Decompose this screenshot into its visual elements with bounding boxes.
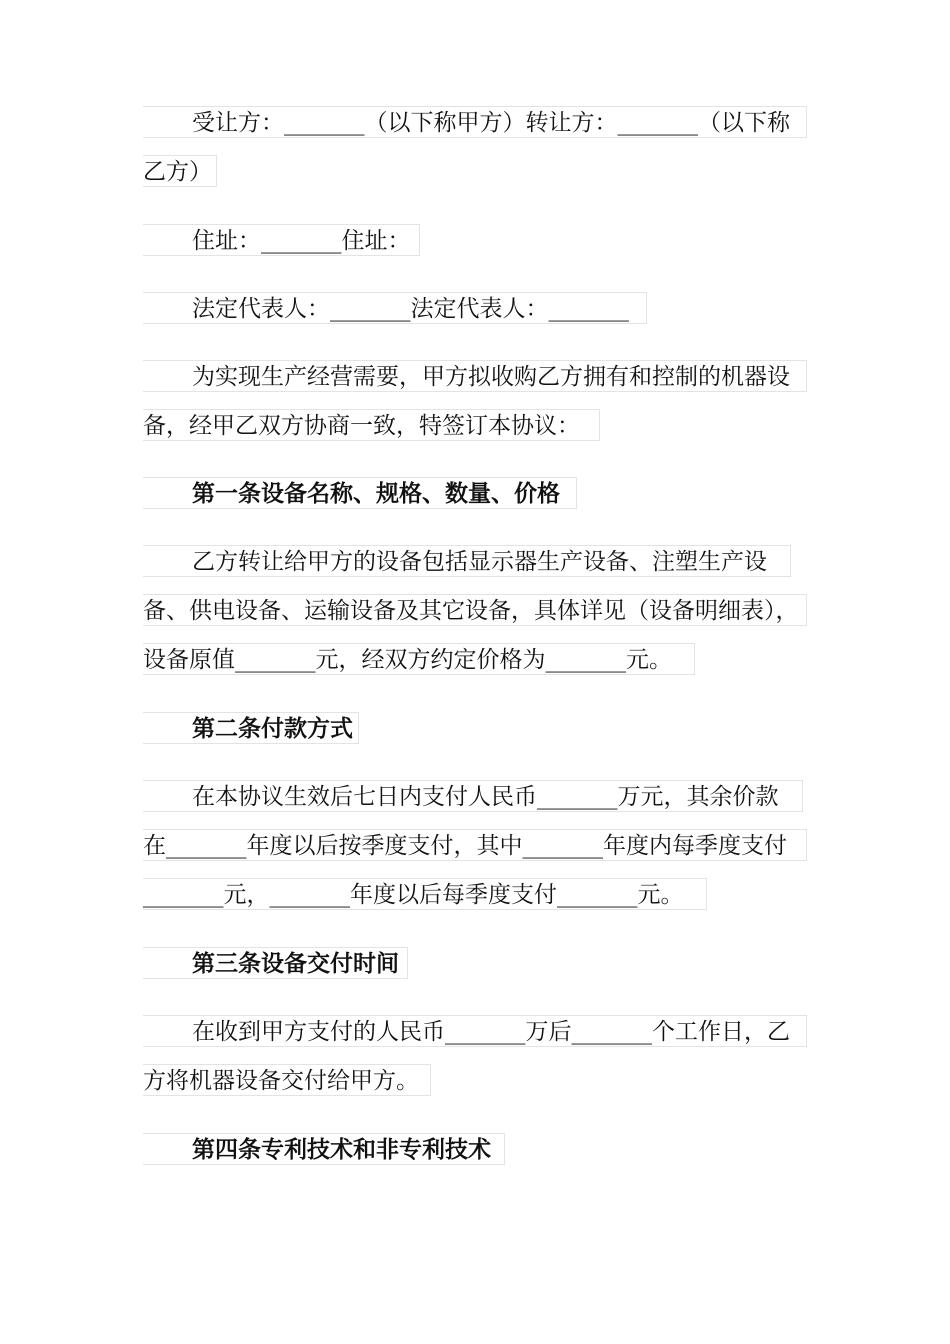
party-line-1: 受让方：_______（以下称甲方）转让方：_______（以下称 [143, 106, 807, 138]
article-1-heading: 第一条设备名称、规格、数量、价格 [143, 477, 577, 509]
legal-representative-line: 法定代表人：_______法定代表人：_______ [143, 292, 647, 324]
article-2-line-2: 在_______年度以后按季度支付，其中_______年度内每季度支付 [143, 829, 807, 861]
article-1-line-3: 设备原值_______元，经双方约定价格为_______元。 [143, 643, 695, 675]
article-2-heading: 第二条付款方式 [143, 712, 359, 744]
article-1-line-2: 备、供电设备、运输设备及其它设备，具体详见（设备明细表）， [143, 594, 807, 626]
article-3-heading: 第三条设备交付时间 [143, 947, 408, 979]
party-line-2: 乙方） [143, 155, 217, 187]
article-1-line-1: 乙方转让给甲方的设备包括显示器生产设备、注塑生产设 [143, 545, 791, 577]
article-2-line-3: _______元，_______年度以后每季度支付_______元。 [143, 878, 707, 910]
preamble-line-1: 为实现生产经营需要，甲方拟收购乙方拥有和控制的机器设 [143, 360, 807, 392]
article-3-line-1: 在收到甲方支付的人民币_______万后_______个工作日，乙 [143, 1015, 807, 1047]
article-4-heading: 第四条专利技术和非专利技术 [143, 1133, 505, 1165]
preamble-line-2: 备，经甲乙双方协商一致，特签订本协议： [143, 409, 600, 441]
article-2-line-1: 在本协议生效后七日内支付人民币_______万元，其余价款 [143, 780, 803, 812]
article-3-line-2: 方将机器设备交付给甲方。 [143, 1064, 431, 1096]
address-line: 住址：_______住址： [143, 224, 420, 256]
